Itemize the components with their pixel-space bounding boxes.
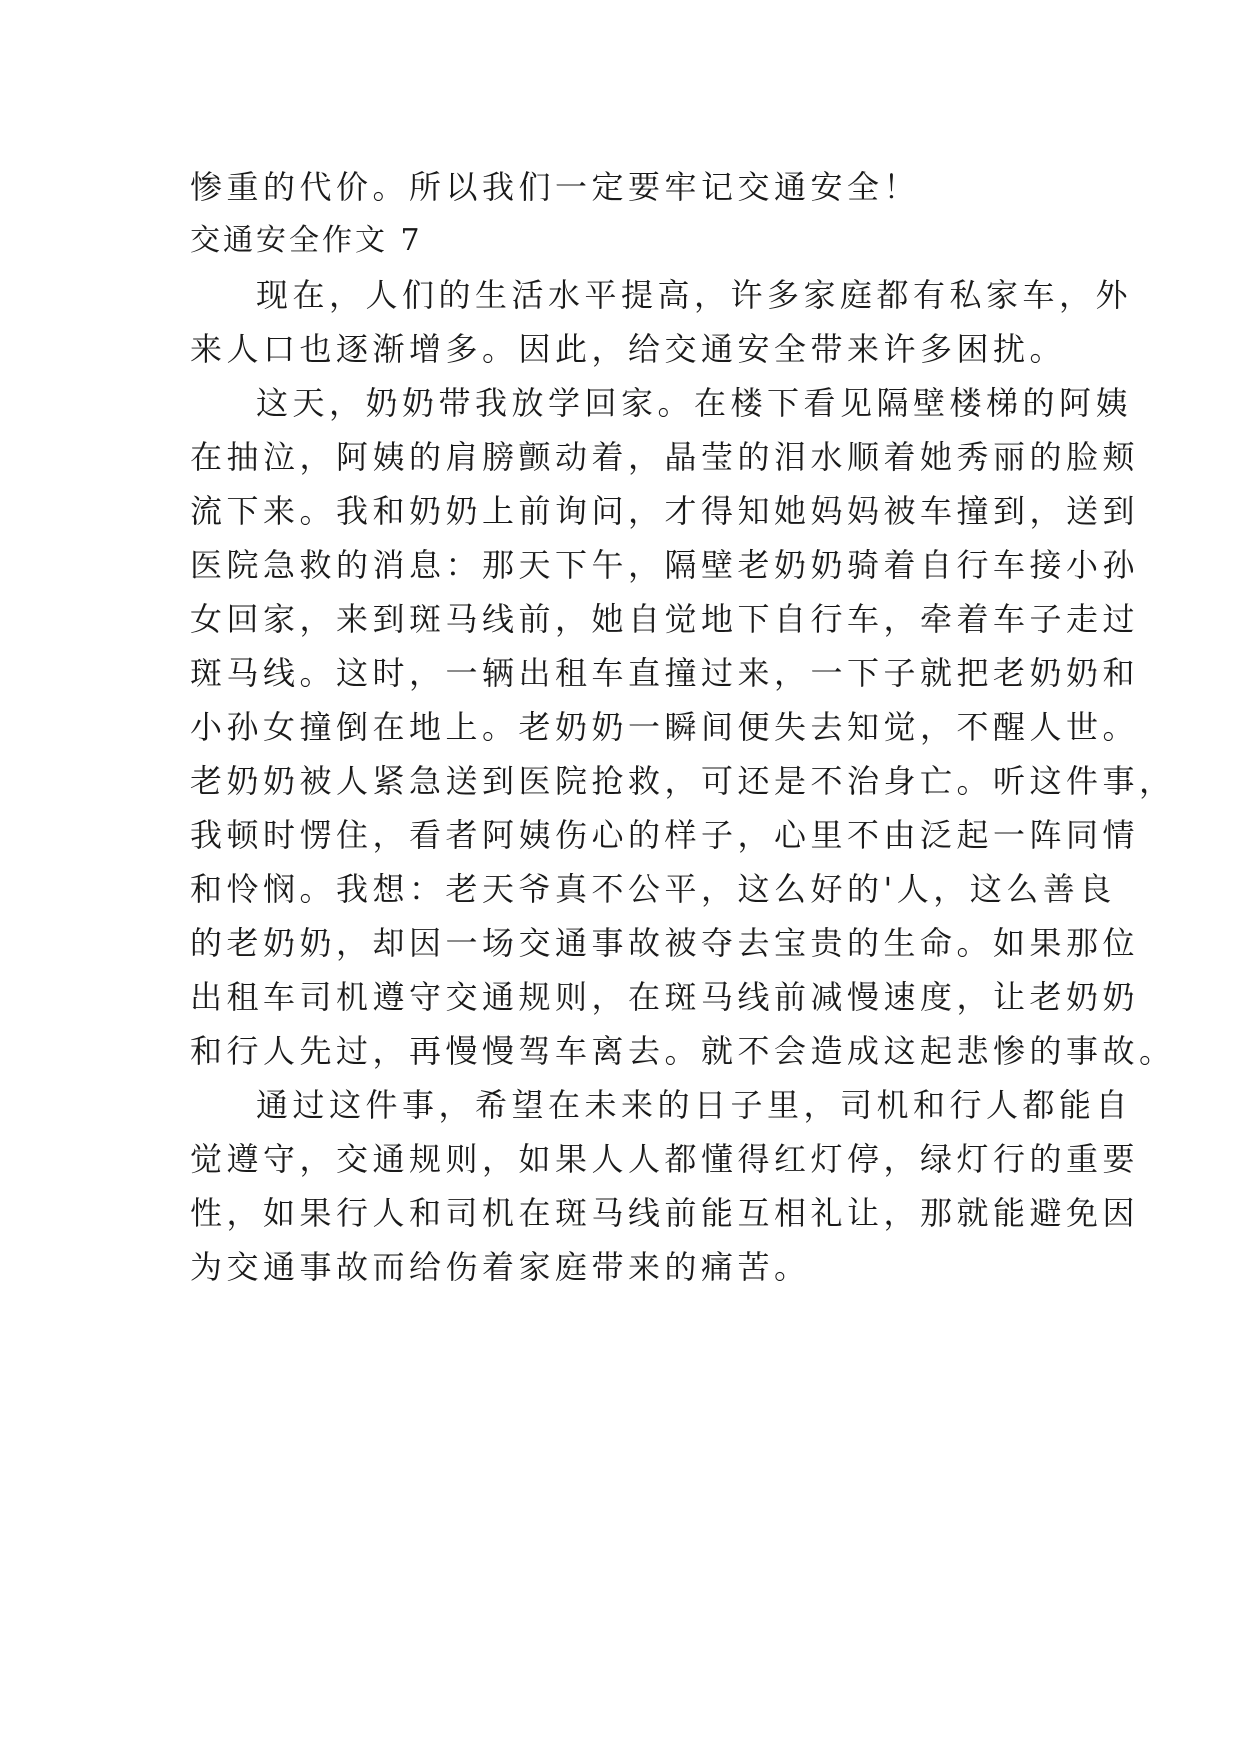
paragraph-line: 女回家，来到斑马线前，她自觉地下自行车，牵着车子走过 — [190, 600, 1140, 638]
paragraph-line: 为交通事故而给伤着家庭带来的痛苦。 — [190, 1248, 811, 1286]
paragraph-3 — [190, 1078, 1140, 1294]
paragraph-line: 和行人先过，再慢慢驾车离去。就不会造成这起悲惨的事故。 — [190, 1032, 1176, 1070]
paragraph-line: 和怜悯。我想：老天爷真不公平，这么好的'人，这么善良 — [190, 870, 1116, 908]
paragraph-1 — [190, 268, 1133, 376]
paragraph-line: 出租车司机遵守交通规则，在斑马线前减慢速度，让老奶奶 — [190, 978, 1140, 1016]
paragraph-line: 来人口也逐渐增多。因此，给交通安全带来许多困扰。 — [190, 330, 1067, 368]
paragraph-line: 通过这件事，希望在未来的日子里，司机和行人都能自 — [256, 1086, 1133, 1124]
paragraph-line: 的老奶奶，却因一场交通事故被夺去宝贵的生命。如果那位 — [190, 924, 1140, 962]
paragraph-line: 性，如果行人和司机在斑马线前能互相礼让，那就能避免因 — [190, 1194, 1140, 1232]
paragraph-line: 在抽泣，阿姨的肩膀颤动着，晶莹的泪水顺着她秀丽的脸颊 — [190, 438, 1140, 476]
carryover-line: 惨重的代价。所以我们一定要牢记交通安全！ — [190, 168, 921, 206]
paragraph-line: 这天，奶奶带我放学回家。在楼下看见隔壁楼梯的阿姨 — [256, 384, 1133, 422]
paragraph-line: 老奶奶被人紧急送到医院抢救，可还是不治身亡。听这件事， — [190, 762, 1176, 800]
paragraph-line: 流下来。我和奶奶上前询问，才得知她妈妈被车撞到，送到 — [190, 492, 1140, 530]
paragraph-line: 觉遵守，交通规则，如果人人都懂得红灯停，绿灯行的重要 — [190, 1140, 1140, 1178]
paragraph-line: 我顿时愣住，看者阿姨伤心的样子，心里不由泛起一阵同情 — [190, 816, 1140, 854]
paragraph-2 — [190, 376, 1176, 1078]
document-body — [190, 160, 1176, 1294]
essay-title: 交通安全作文 7 — [190, 223, 423, 258]
paragraph-line: 现在，人们的生活水平提高，许多家庭都有私家车，外 — [256, 276, 1133, 314]
paragraph-line: 医院急救的消息：那天下午，隔壁老奶奶骑着自行车接小孙 — [190, 546, 1140, 584]
paragraph-line: 小孙女撞倒在地上。老奶奶一瞬间便失去知觉，不醒人世。 — [190, 708, 1140, 746]
paragraph-line: 斑马线。这时，一辆出租车直撞过来，一下子就把老奶奶和 — [190, 654, 1140, 692]
